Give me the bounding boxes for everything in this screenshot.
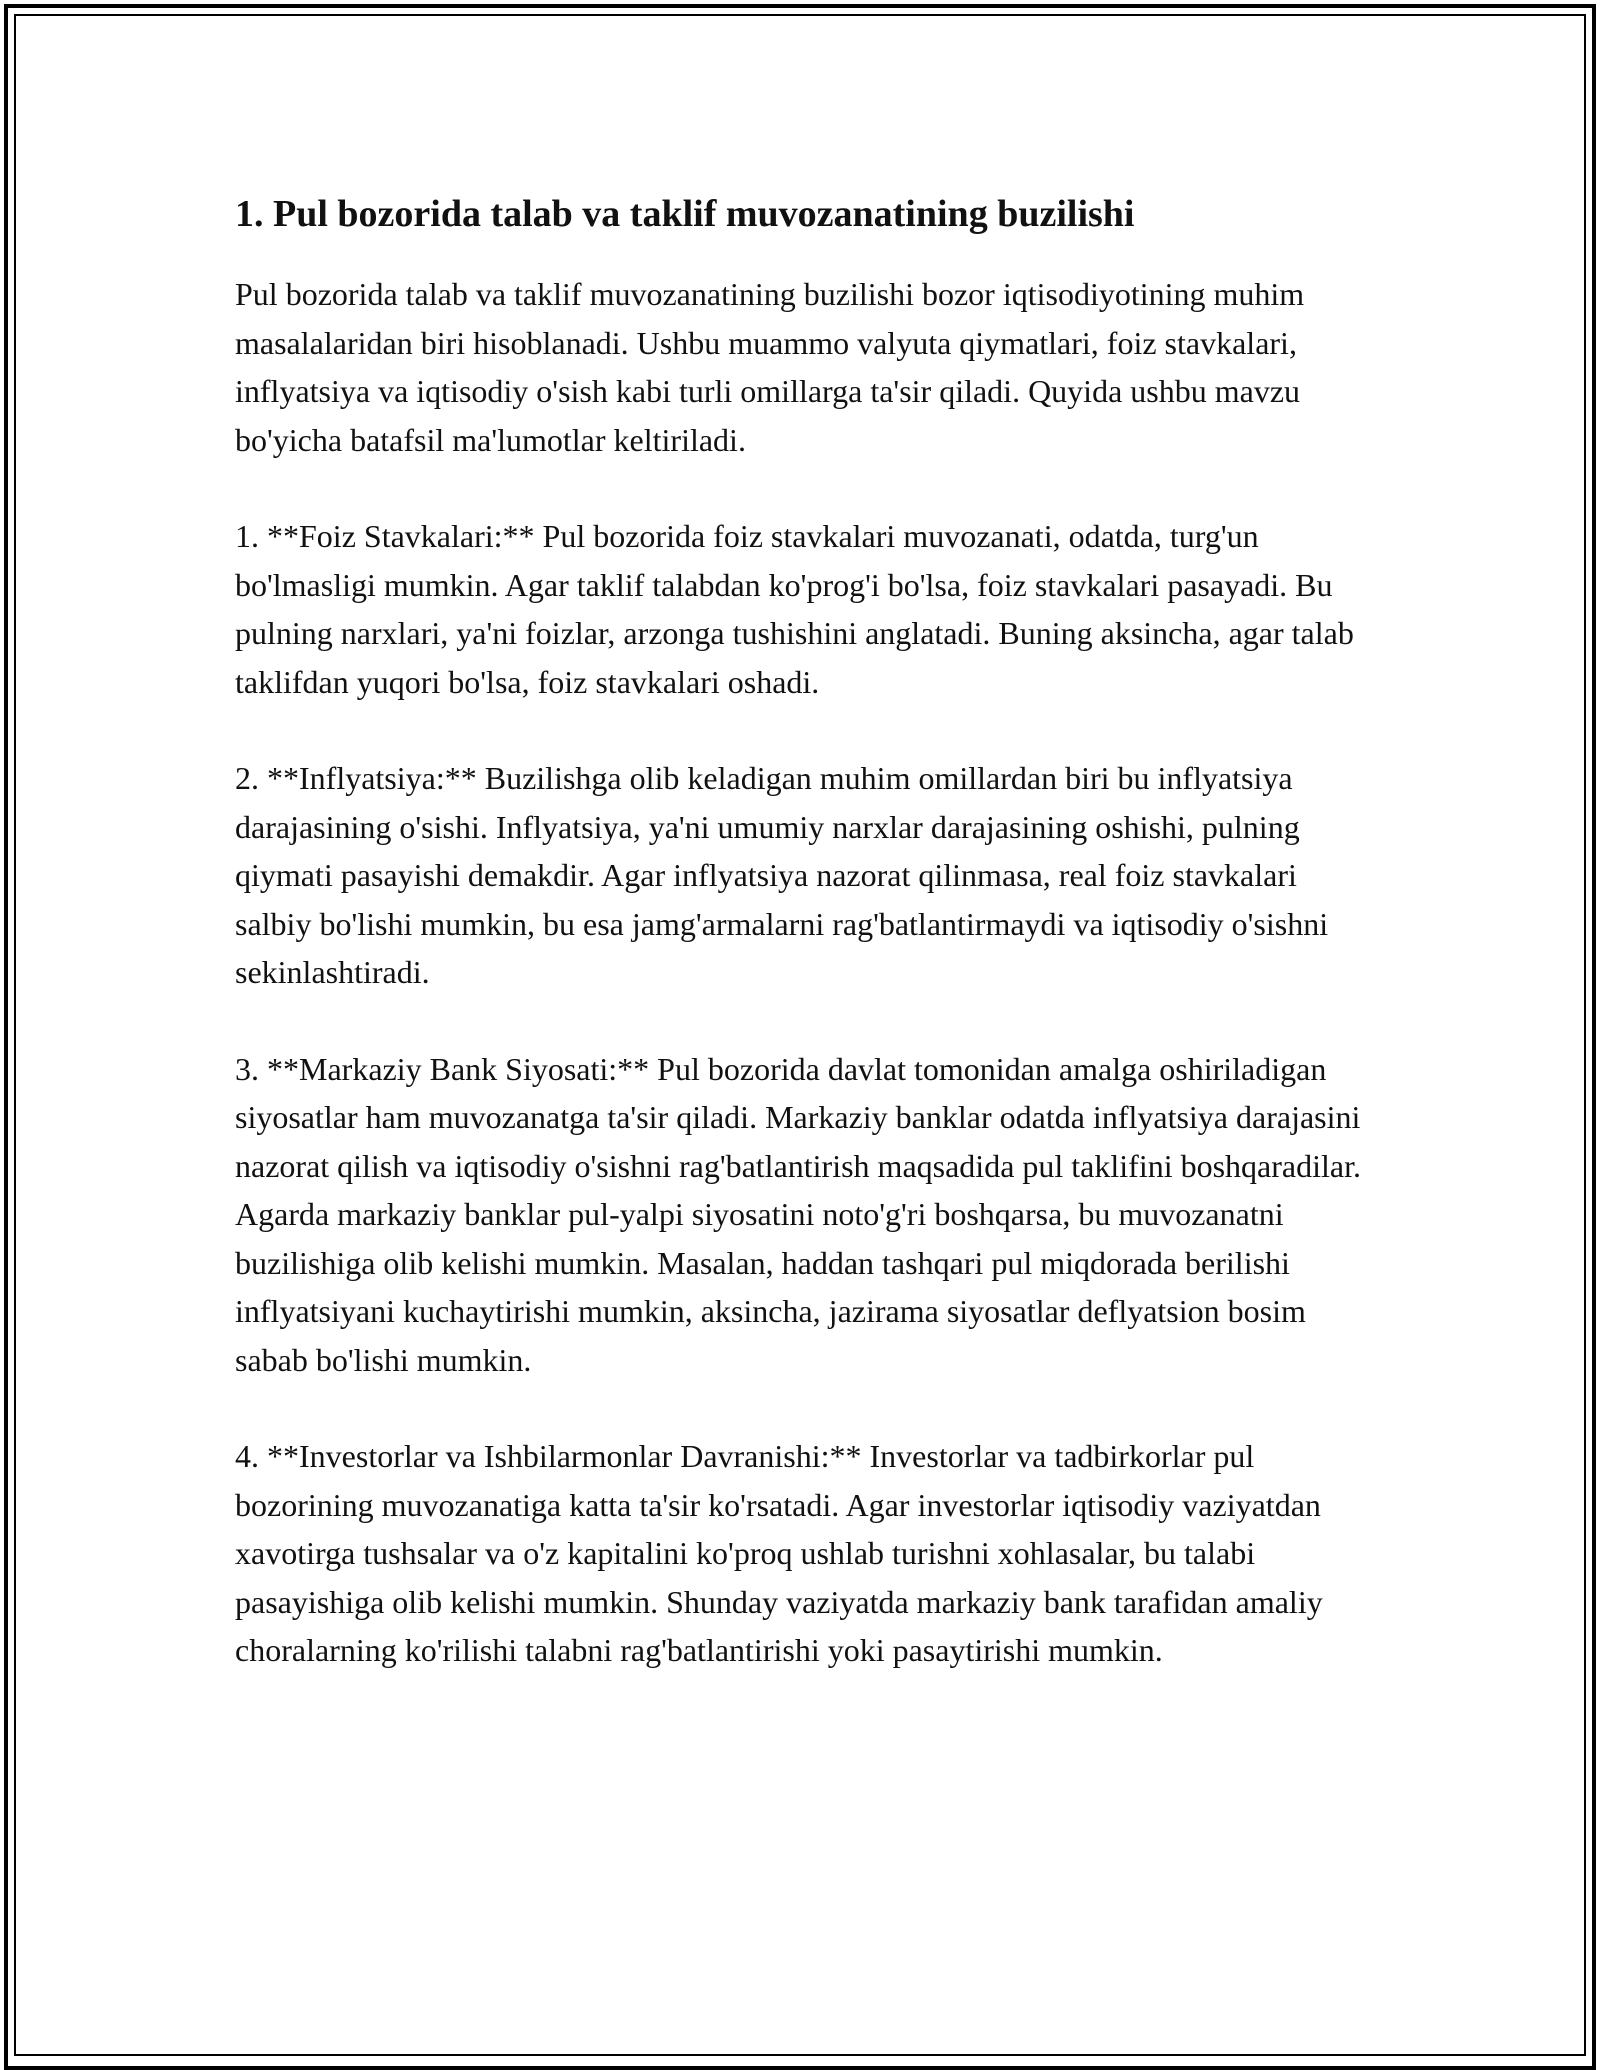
paragraph-investor-behavior: 4. **Investorlar va Ishbilarmonlar Davranishi:** Investorlar va tadbirkorlar pul bozorining muvozanatiga katta ta'sir ko'rsatadi. Agar investorlar iqtisodiy vaziyatdan xavotirga tushsalar va o'z kapitalini ko'proq ushlab turishni xohlasalar, bu talabi pasayishiga olib kelishi mumkin. Shunday vaziyatda markaziy bank tarafidan amaliy choralarning ko'rilishi talabni rag'batlantirishi yoki pasaytirishi mumkin. xyxy=(235,1438,1323,1668)
paragraph-inflation: 2. **Inflyatsiya:** Buzilishga olib keladigan muhim omillardan biri bu inflyatsiya darajasining o'sishi. Inflyatsiya, ya'ni umumiy narxlar darajasining oshishi, pulning qiymati pasayishi demakdir. Agar inflyatsiya nazorat qilinmasa, real foiz stavkalari salbiy bo'lishi mumkin, bu esa jamg'armalarni rag'batlantirmaydi va iqtisodiy o'sishni sekinlashtiradi. xyxy=(235,760,1329,990)
paragraph-central-bank-policy: 3. **Markaziy Bank Siyosati:** Pul bozorida davlat tomonidan amalga oshiriladigan siyosatlar ham muvozanatga ta'sir qiladi. Markaziy banklar odatda inflyatsiya darajasini nazorat qilish va iqtisodiy o'sishni rag'batlantirish maqsadida pul taklifini boshqaradilar. Agarda markaziy banklar pul-yalpi siyosatini noto'g'ri boshqarsa, bu muvozanatni buzilishiga olib kelishi mumkin. Masalan, haddan tashqari pul miqdorada berilishi inflyatsiyani kuchaytirishi mumkin, aksincha, jazirama siyosatlar deflyatsion bosim sabab bo'lishi mumkin. xyxy=(235,1050,1361,1378)
document-body xyxy=(235,184,1365,1723)
paragraph-interest-rates: 1. **Foiz Stavkalari:** Pul bozorida foiz stavkalari muvozanati, odatda, turg'un bo'lmasligi mumkin. Agar taklif talabdan ko'prog'i bo'lsa, foiz stavkalari pasayadi. Bu pulning narxlari, ya'ni foizlar, arzonga tushishini anglatadi. Buning aksincha, agar talab taklifdan yuqori bo'lsa, foiz stavkalari oshadi. xyxy=(235,518,1354,700)
intro-paragraph: Pul bozorida talab va taklif muvozanatining buzilishi bozor iqtisodiyotining muhim masalalaridan biri hisoblanadi. Ushbu muammo valyuta qiymatlari, foiz stavkalari, inflyatsiya va iqtisodiy o'sish kabi turli omillarga ta'sir qiladi. Quyida ushbu mavzu bo'yicha batafsil ma'lumotlar keltiriladi. xyxy=(235,276,1305,458)
section-heading: 1. Pul bozorida talab va taklif muvozanatining buzilishi xyxy=(235,193,1135,235)
